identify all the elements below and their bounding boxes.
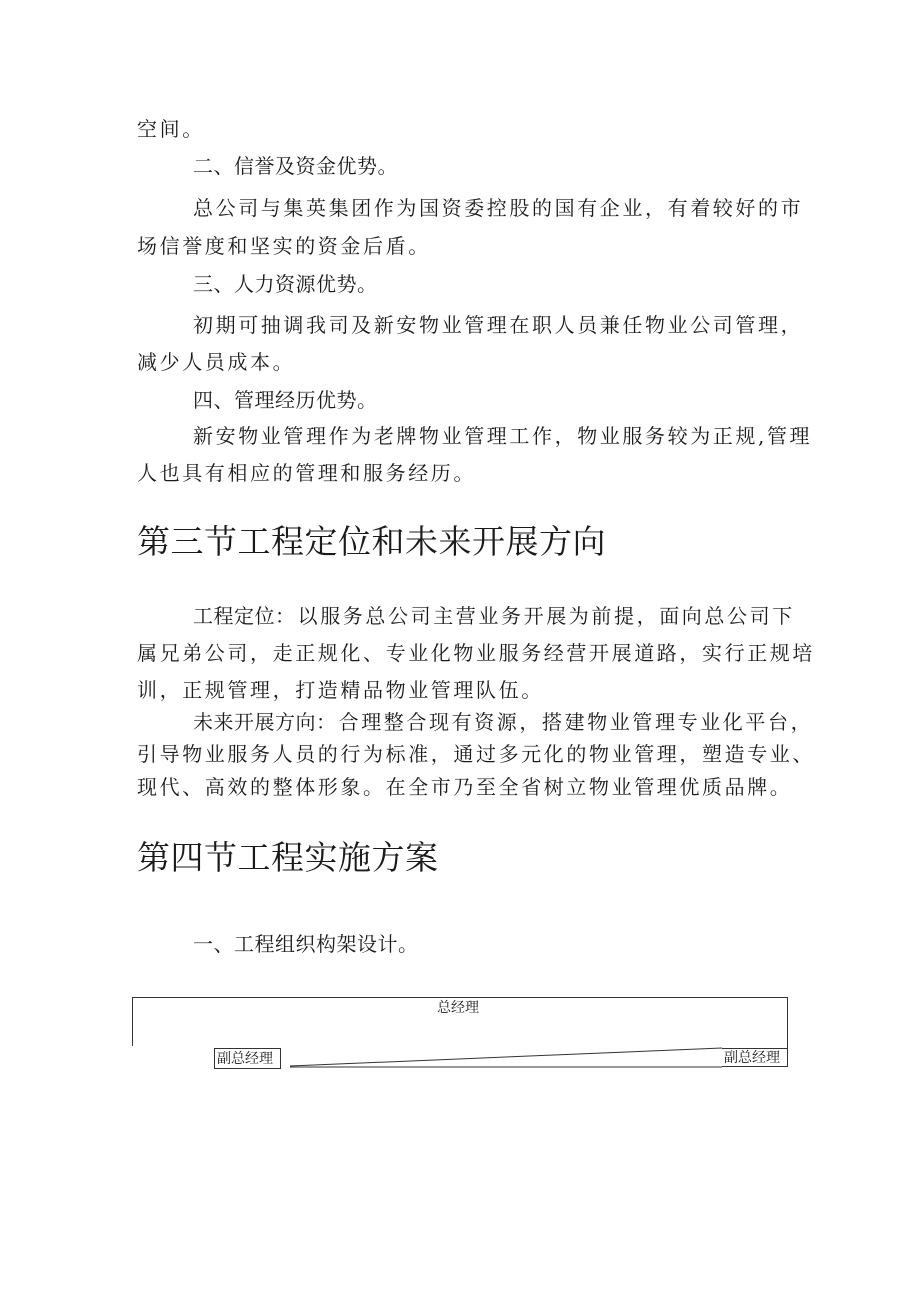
section-title-positioning: 第三节工程定位和未来开展方向 xyxy=(137,522,606,561)
right-deputy-label: 副总经理 xyxy=(724,1050,780,1066)
positioning-text: ：以服务总公司主营业务开展为前提，面向总公司下 xyxy=(275,604,795,628)
text-line: 减少人员成本。 xyxy=(137,350,296,374)
subheading-credit-funds: 二、信誉及资金优势。 xyxy=(193,154,398,178)
future-direction-label: 未来开展方向 xyxy=(193,710,316,734)
text-line: 新安物业管理作为老牌物业管理工作，物业服务较为正规,管理 xyxy=(193,424,813,448)
positioning-label: 工程定位 xyxy=(193,604,275,628)
future-direction-text: ：合理整合现有资源，搭建物业管理专业化平台， xyxy=(316,710,814,734)
text-line: 初期可抽调我司及新安物业管理在职人员兼任物业公司管理， xyxy=(193,313,804,337)
subheading-management-experience: 四、管理经历优势。 xyxy=(193,388,378,412)
text-line: 现代、高效的整体形象。在全市乃至全省树立物业管理优质品牌。 xyxy=(137,775,793,799)
general-manager-label: 总经理 xyxy=(437,1000,479,1016)
text-line: 训，正规管理，打造精品物业管理队伍。 xyxy=(137,678,544,702)
text-line: 总公司与集英集团作为国资委控股的国有企业，有着较好的市 xyxy=(193,196,804,220)
text-line: 引导物业服务人员的行为标准，通过多元化的物业管理，塑造专业、 xyxy=(137,742,815,766)
text-line: 场信誉度和坚实的资金后盾。 xyxy=(137,234,431,258)
diagonal-connector xyxy=(290,1048,722,1066)
text-line: 人也具有相应的管理和服务经历。 xyxy=(137,461,476,485)
text-line: 空间。 xyxy=(137,117,205,141)
subheading-org-structure: 一、工程组织构架设计。 xyxy=(193,932,419,956)
subheading-human-resources: 三、人力资源优势。 xyxy=(193,272,378,296)
section-title-implementation: 第四节工程实施方案 xyxy=(137,838,439,877)
text-line: 属兄弟公司，走正规化、专业化物业服务经营开展道路，实行正规培 xyxy=(137,641,815,665)
left-deputy-label: 副总经理 xyxy=(217,1051,273,1067)
